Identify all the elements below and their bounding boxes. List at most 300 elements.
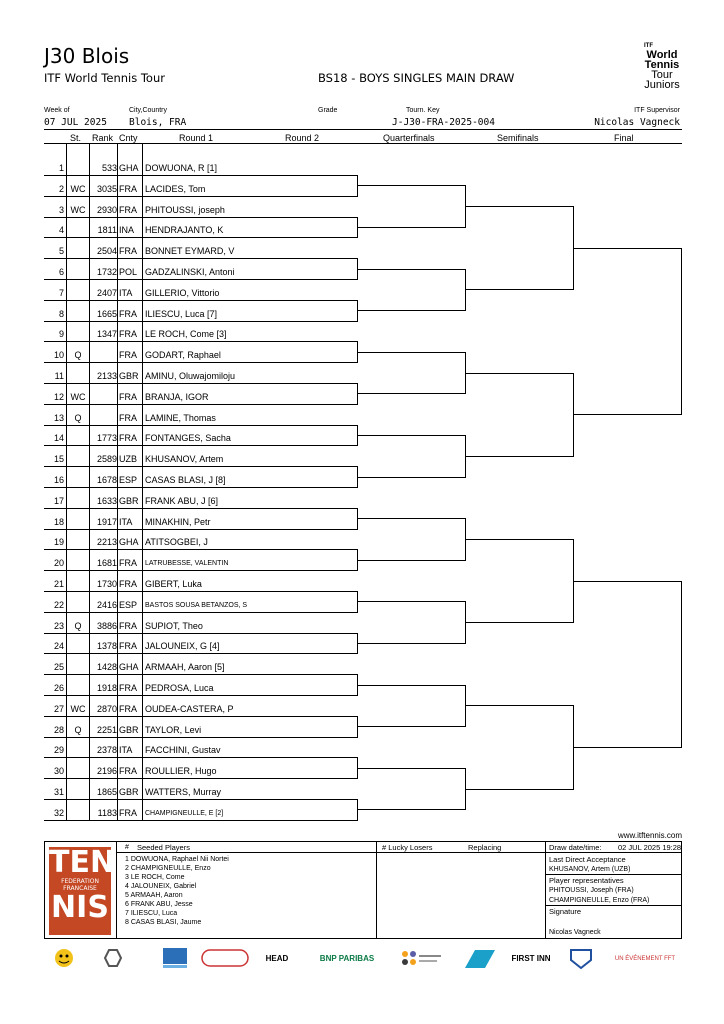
city-value: Blois, FRA bbox=[129, 117, 187, 128]
player-country: FRA bbox=[119, 412, 137, 423]
player-country: GBR bbox=[119, 787, 139, 797]
player-country: ITA bbox=[119, 745, 133, 756]
player-country: UZB bbox=[119, 454, 137, 465]
player-name: PHITOUSSI, joseph bbox=[145, 204, 225, 215]
player-name: GIBERT, Luka bbox=[145, 579, 202, 589]
bracket-line bbox=[465, 206, 573, 207]
draw-position: 8 bbox=[58, 308, 64, 319]
bracket-line bbox=[249, 487, 357, 488]
player-line bbox=[44, 508, 249, 509]
draw-position: 4 bbox=[58, 225, 64, 236]
seeded-divider bbox=[117, 852, 376, 853]
entry-status: Q bbox=[74, 412, 82, 423]
player-line bbox=[44, 570, 249, 571]
bracket-line bbox=[249, 196, 357, 197]
sponsor-fft-event-logo: UN ÉVÉNEMENT FFT bbox=[614, 956, 676, 962]
player-line bbox=[44, 321, 249, 322]
entry-status: Q bbox=[74, 724, 82, 735]
player-line bbox=[44, 196, 249, 197]
player-line bbox=[44, 383, 249, 384]
entry-status: Q bbox=[74, 620, 82, 631]
player-country: FRA bbox=[119, 183, 137, 194]
week-label: Week of bbox=[44, 107, 70, 114]
bracket-line bbox=[681, 248, 682, 415]
player-rank: 1183 bbox=[97, 807, 117, 818]
bracket-line bbox=[249, 279, 357, 280]
rep-2: CHAMPIGNEULLE, Enzo (FRA) bbox=[549, 897, 650, 904]
signature-value: Nicolas Vagneck bbox=[549, 929, 601, 936]
player-name: CASAS BLASI, J [8] bbox=[145, 475, 226, 485]
player-line bbox=[44, 633, 249, 634]
draw-position: 20 bbox=[53, 558, 64, 569]
player-rank: 1378 bbox=[96, 641, 117, 652]
player-name: GODART, Raphael bbox=[145, 350, 221, 361]
player-line bbox=[44, 799, 249, 800]
player-name: LAMINE, Thomas bbox=[145, 412, 216, 423]
player-rank: 1773 bbox=[96, 433, 117, 444]
footer-divider bbox=[545, 841, 546, 939]
info-divider bbox=[44, 129, 682, 130]
player-line bbox=[44, 425, 249, 426]
sponsor-wave-logo bbox=[462, 946, 498, 972]
bracket-line bbox=[357, 685, 465, 686]
draw-position: 31 bbox=[53, 787, 64, 797]
player-country: POL bbox=[119, 267, 138, 277]
draw-title: BS18 - BOYS SINGLES MAIN DRAW bbox=[318, 71, 515, 85]
player-country: FRA bbox=[119, 391, 137, 402]
player-rank: 1918 bbox=[96, 683, 117, 693]
logo-line: World bbox=[646, 49, 678, 61]
player-line bbox=[44, 778, 249, 779]
draw-position: 32 bbox=[53, 807, 64, 818]
player-country: FRA bbox=[119, 558, 137, 569]
player-country: GBR bbox=[119, 371, 139, 381]
player-rank: 3886 bbox=[96, 620, 117, 631]
seed-entry: 8 CASAS BLASI, Jaume bbox=[125, 919, 202, 926]
seed-entry: 1 DOWUONA, Raphael Nii Nortei bbox=[125, 856, 229, 863]
draw-position: 27 bbox=[53, 703, 64, 714]
bracket-line bbox=[681, 581, 682, 748]
seed-entry: 7 ILIESCU, Luca bbox=[125, 910, 178, 917]
draw-position: 21 bbox=[53, 579, 64, 589]
supervisor-label: ITF Supervisor bbox=[634, 107, 680, 114]
col-cnty: Cnty bbox=[119, 133, 138, 143]
entry-status: Q bbox=[74, 350, 82, 361]
draw-position: 11 bbox=[54, 371, 64, 381]
draw-date-label: Draw date/time: bbox=[549, 843, 602, 852]
bracket-line bbox=[249, 820, 357, 821]
player-country: FRA bbox=[119, 766, 137, 777]
player-rank: 1732 bbox=[96, 267, 117, 277]
col-qf: Quarterfinals bbox=[383, 133, 435, 143]
footer-divider bbox=[376, 841, 377, 939]
player-line bbox=[44, 653, 249, 654]
player-country: FRA bbox=[119, 620, 137, 631]
player-country: ITA bbox=[119, 516, 133, 527]
player-rank: 2378 bbox=[96, 745, 117, 756]
draw-position: 26 bbox=[53, 683, 64, 693]
player-line bbox=[44, 549, 249, 550]
player-name: AMINU, Oluwajomiloju bbox=[145, 371, 236, 381]
player-line bbox=[44, 674, 249, 675]
draw-position: 19 bbox=[53, 537, 64, 548]
bracket-line bbox=[249, 570, 357, 571]
player-name: MINAKHIN, Petr bbox=[145, 516, 211, 527]
draw-position: 23 bbox=[53, 620, 64, 631]
draw-position: 30 bbox=[53, 766, 64, 777]
player-name: SUPIOT, Theo bbox=[145, 620, 203, 631]
player-name: JALOUNEIX, G [4] bbox=[145, 641, 220, 652]
seed-entry: 3 LE ROCH, Come bbox=[125, 874, 185, 881]
player-country: FRA bbox=[119, 329, 137, 340]
bracket-line bbox=[249, 716, 357, 717]
bracket-line bbox=[465, 373, 573, 374]
logo-line: Juniors bbox=[644, 79, 680, 91]
player-name: ILIESCU, Luca [7] bbox=[145, 308, 218, 319]
player-country: FRA bbox=[119, 246, 137, 257]
entry-status: WC bbox=[70, 183, 86, 194]
bracket-line bbox=[249, 300, 357, 301]
player-line bbox=[44, 757, 249, 758]
player-name: FACCHINI, Gustav bbox=[145, 745, 221, 756]
player-name: FONTANGES, Sacha bbox=[145, 433, 231, 444]
supervisor-value: Nicolas Vagneck bbox=[594, 117, 680, 128]
bracket-line bbox=[249, 674, 357, 675]
sponsor-mascot-logo bbox=[46, 946, 82, 972]
week-value: 07 JUL 2025 bbox=[44, 117, 107, 128]
player-rank: 3035 bbox=[96, 183, 117, 194]
logo-line: Tour bbox=[651, 69, 673, 81]
player-line bbox=[44, 341, 249, 342]
tour-subtitle: ITF World Tennis Tour bbox=[44, 71, 165, 85]
draw-position: 18 bbox=[53, 516, 64, 527]
draw-position: 5 bbox=[58, 246, 64, 257]
player-rank: 2589 bbox=[96, 454, 117, 465]
bracket-line bbox=[249, 778, 357, 779]
player-country: FRA bbox=[119, 433, 137, 444]
bracket-line bbox=[357, 393, 465, 394]
bracket-line bbox=[357, 352, 465, 353]
dd-divider bbox=[546, 852, 682, 853]
bracket-line bbox=[357, 643, 465, 644]
seed-entry: 4 JALOUNEIX, Gabriel bbox=[125, 883, 197, 890]
sponsor-bnp-logo: BNP PARIBAS bbox=[319, 954, 375, 963]
player-name: DOWUONA, R [1] bbox=[145, 163, 218, 173]
player-line bbox=[44, 279, 249, 280]
player-country: FRA bbox=[119, 579, 137, 589]
draw-position: 22 bbox=[53, 599, 64, 610]
bracket-line bbox=[465, 789, 573, 790]
player-name: LACIDES, Tom bbox=[145, 183, 206, 194]
player-name: ROULLIER, Hugo bbox=[145, 766, 217, 777]
draw-position: 15 bbox=[53, 454, 64, 465]
signature-label: Signature bbox=[549, 907, 582, 916]
player-country: ITA bbox=[119, 287, 133, 298]
bracket-line bbox=[249, 425, 357, 426]
player-rank: 2213 bbox=[96, 537, 117, 548]
bracket-line bbox=[357, 809, 465, 810]
draw-position: 3 bbox=[58, 204, 64, 215]
bracket-line bbox=[249, 404, 357, 405]
player-name: BONNET EYMARD, V bbox=[145, 246, 235, 257]
last-da-value: KHUSANOV, Artem (UZB) bbox=[549, 866, 631, 873]
bracket-line bbox=[249, 217, 357, 218]
itf-juniors-logo bbox=[641, 43, 683, 90]
bracket-line bbox=[249, 549, 357, 550]
player-name: ARMAAH, Aaron [5] bbox=[145, 662, 225, 673]
draw-position: 29 bbox=[53, 745, 64, 756]
player-name: BRANJA, IGOR bbox=[145, 391, 209, 402]
draw-position: 13 bbox=[53, 412, 64, 423]
player-line bbox=[44, 362, 249, 363]
bracket-line bbox=[249, 757, 357, 758]
player-country: FRA bbox=[119, 308, 137, 319]
player-rank: 2416 bbox=[96, 599, 117, 610]
player-rank: 1633 bbox=[96, 495, 117, 506]
draw-position: 9 bbox=[58, 329, 64, 340]
player-rank: 1811 bbox=[97, 225, 117, 236]
player-name: CHAMPIGNEULLE, E [2] bbox=[145, 809, 224, 817]
draw-position: 28 bbox=[53, 724, 64, 735]
player-rank: 2133 bbox=[96, 371, 117, 381]
player-rank: 1730 bbox=[96, 579, 117, 589]
sponsor-loir-et-cher-logo bbox=[160, 946, 190, 972]
player-country: INA bbox=[119, 225, 135, 236]
footer-divider bbox=[116, 841, 117, 939]
fft-logo bbox=[49, 845, 116, 935]
sponsor-renault-logo bbox=[100, 946, 126, 972]
bracket-line bbox=[249, 258, 357, 259]
player-name: GADZALINSKI, Antoni bbox=[145, 267, 235, 277]
draw-position: 6 bbox=[58, 267, 64, 277]
draw-position: 7 bbox=[58, 287, 64, 298]
col-final: Final bbox=[614, 133, 634, 143]
player-rank: 2930 bbox=[96, 204, 117, 215]
player-rank: 2407 bbox=[96, 287, 117, 298]
player-line bbox=[44, 529, 249, 530]
bracket-line bbox=[465, 539, 573, 540]
draw-position: 2 bbox=[58, 183, 64, 194]
player-line bbox=[44, 820, 249, 821]
sponsor-atelier-logo bbox=[200, 946, 250, 972]
bracket-line bbox=[357, 560, 465, 561]
logo-line: Tennis bbox=[644, 59, 680, 71]
bracket-line bbox=[573, 747, 681, 748]
draw-position: 25 bbox=[53, 662, 64, 673]
sponsor-crjb-logo bbox=[566, 946, 596, 972]
bracket-line bbox=[249, 529, 357, 530]
fft-logo-top: TEN bbox=[49, 845, 116, 880]
col-st: St. bbox=[70, 133, 82, 143]
player-line bbox=[44, 612, 249, 613]
player-name: KHUSANOV, Artem bbox=[145, 454, 224, 465]
player-name: TAYLOR, Levi bbox=[145, 724, 202, 735]
draw-position: 16 bbox=[53, 475, 64, 485]
player-name: WATTERS, Murray bbox=[145, 787, 221, 797]
bracket-line bbox=[465, 289, 573, 290]
player-rank: 1865 bbox=[96, 787, 117, 797]
bracket-line bbox=[357, 227, 465, 228]
player-line bbox=[44, 591, 249, 592]
reps-divider bbox=[546, 905, 682, 906]
fft-logo-bottom: NIS bbox=[51, 890, 109, 925]
bracket-line bbox=[249, 737, 357, 738]
player-country: GBR bbox=[119, 724, 139, 735]
player-country: FRA bbox=[119, 350, 137, 361]
player-rank: 1678 bbox=[96, 475, 117, 485]
player-country: FRA bbox=[119, 807, 137, 818]
player-line bbox=[44, 445, 249, 446]
col-sf: Semifinals bbox=[497, 133, 539, 143]
bracket-line bbox=[249, 175, 357, 176]
city-label: City,Country bbox=[129, 107, 167, 114]
bracket-line bbox=[249, 341, 357, 342]
itf-url[interactable]: www.itftennis.com bbox=[617, 831, 682, 840]
grid-line bbox=[66, 144, 67, 820]
bracket-line bbox=[357, 477, 465, 478]
player-name: BASTOS SOUSA BETANZOS, S bbox=[145, 601, 248, 609]
col-round2: Round 2 bbox=[285, 133, 320, 143]
bracket-line bbox=[357, 768, 465, 769]
bracket-line bbox=[357, 185, 465, 186]
player-name: GILLERIO, Vittorio bbox=[145, 287, 220, 298]
page-title: J30 Blois bbox=[44, 44, 130, 68]
player-country: FRA bbox=[119, 641, 137, 652]
player-name: HENDRAJANTO, K bbox=[145, 225, 224, 236]
player-line bbox=[44, 258, 249, 259]
player-line bbox=[44, 237, 249, 238]
key-value: J-J30-FRA-2025-004 bbox=[392, 117, 495, 128]
col-rank: Rank bbox=[92, 133, 114, 143]
grid-line bbox=[117, 144, 118, 820]
bracket-line bbox=[357, 601, 465, 602]
player-line bbox=[44, 300, 249, 301]
lucky-losers-title: # Lucky Losers bbox=[382, 843, 433, 852]
bracket-line bbox=[573, 414, 681, 415]
bracket-line bbox=[249, 612, 357, 613]
player-name: ATITSOGBEI, J bbox=[145, 537, 208, 548]
bracket-line bbox=[249, 237, 357, 238]
bracket-line bbox=[465, 456, 573, 457]
player-rank: 2870 bbox=[96, 703, 117, 714]
bracket-line bbox=[357, 518, 465, 519]
draw-date-value: 02 JUL 2025 19:28 bbox=[618, 843, 682, 852]
player-rank: 1665 bbox=[96, 308, 117, 319]
grade-label: Grade bbox=[318, 107, 338, 114]
player-country: ESP bbox=[119, 475, 138, 485]
bracket-line bbox=[249, 321, 357, 322]
rep-1: PHITOUSSI, Joseph (FRA) bbox=[549, 887, 634, 894]
bracket-line bbox=[249, 508, 357, 509]
bracket-line bbox=[249, 383, 357, 384]
bracket-line bbox=[249, 695, 357, 696]
player-country: FRA bbox=[119, 204, 137, 215]
draw-position: 1 bbox=[58, 163, 64, 173]
player-line bbox=[44, 217, 249, 218]
player-country: ESP bbox=[119, 599, 138, 610]
sponsor-agglopolys-logo bbox=[398, 946, 444, 972]
bracket-line bbox=[249, 799, 357, 800]
bracket-line bbox=[357, 726, 465, 727]
logo-line: ITF bbox=[644, 43, 653, 49]
bracket-line bbox=[249, 591, 357, 592]
player-line bbox=[44, 404, 249, 405]
seed-entry: 5 ARMAAH, Aaron bbox=[125, 892, 183, 899]
player-country: FRA bbox=[119, 683, 137, 693]
player-name: LE ROCH, Come [3] bbox=[145, 329, 227, 340]
header-divider bbox=[44, 143, 682, 144]
player-line bbox=[44, 716, 249, 717]
seed-entry: 2 CHAMPIGNEULLE, Enzo bbox=[125, 865, 211, 872]
col-round1: Round 1 bbox=[179, 133, 214, 143]
sponsor-firstinn-logo: FIRST INN bbox=[511, 954, 551, 963]
bracket-line bbox=[465, 705, 573, 706]
last-da-label: Last Direct Acceptance bbox=[549, 855, 626, 864]
player-line bbox=[44, 487, 249, 488]
entry-status: WC bbox=[70, 391, 86, 402]
reps-label: Player representatives bbox=[549, 876, 624, 885]
grid-line bbox=[89, 144, 90, 820]
draw-position: 24 bbox=[53, 641, 64, 652]
seeded-list bbox=[125, 855, 229, 927]
player-name: PEDROSA, Luca bbox=[145, 683, 214, 693]
player-rank: 1347 bbox=[96, 329, 117, 340]
player-country: GHA bbox=[119, 662, 139, 673]
player-country: FRA bbox=[119, 703, 137, 714]
bracket-line bbox=[465, 622, 573, 623]
player-name: OUDEA-CASTERA, P bbox=[145, 703, 234, 714]
bracket-line bbox=[249, 653, 357, 654]
player-rank: 533 bbox=[101, 163, 117, 173]
bracket-line bbox=[249, 633, 357, 634]
draw-position: 10 bbox=[53, 350, 64, 361]
bracket-line bbox=[573, 581, 681, 582]
key-label: Tourn. Key bbox=[406, 107, 440, 114]
player-country: GBR bbox=[119, 495, 139, 506]
bracket-line bbox=[357, 435, 465, 436]
player-rank: 2196 bbox=[96, 766, 117, 777]
fft-logo-mid: FEDERATION FRANCAISE bbox=[61, 878, 99, 892]
player-line bbox=[44, 466, 249, 467]
player-name: FRANK ABU, J [6] bbox=[145, 495, 219, 506]
ll-divider bbox=[377, 852, 545, 853]
player-rank: 1428 bbox=[96, 662, 117, 673]
bracket-line bbox=[249, 466, 357, 467]
player-rank: 1917 bbox=[96, 516, 117, 527]
bracket-line bbox=[573, 248, 681, 249]
player-rank: 1681 bbox=[96, 558, 117, 569]
draw-position: 12 bbox=[53, 391, 64, 402]
da-divider bbox=[546, 874, 682, 875]
seeded-title: Seeded Players bbox=[137, 843, 190, 852]
bracket-line bbox=[357, 269, 465, 270]
player-name: LATRUBESSE, VALENTIN bbox=[145, 560, 229, 568]
draw-position: 17 bbox=[53, 495, 64, 506]
replacing-title: Replacing bbox=[468, 843, 502, 852]
player-line bbox=[44, 695, 249, 696]
bracket-line bbox=[249, 362, 357, 363]
player-country: GHA bbox=[119, 537, 139, 548]
entry-status: WC bbox=[70, 703, 86, 714]
draw-position: 14 bbox=[53, 433, 64, 444]
bracket-line bbox=[357, 310, 465, 311]
sponsor-head-logo: HEAD bbox=[265, 954, 289, 963]
bracket-line bbox=[249, 445, 357, 446]
player-line bbox=[44, 737, 249, 738]
player-line bbox=[44, 175, 249, 176]
player-rank: 2251 bbox=[96, 724, 117, 735]
seed-entry: 6 FRANK ABU, Jesse bbox=[125, 901, 193, 908]
